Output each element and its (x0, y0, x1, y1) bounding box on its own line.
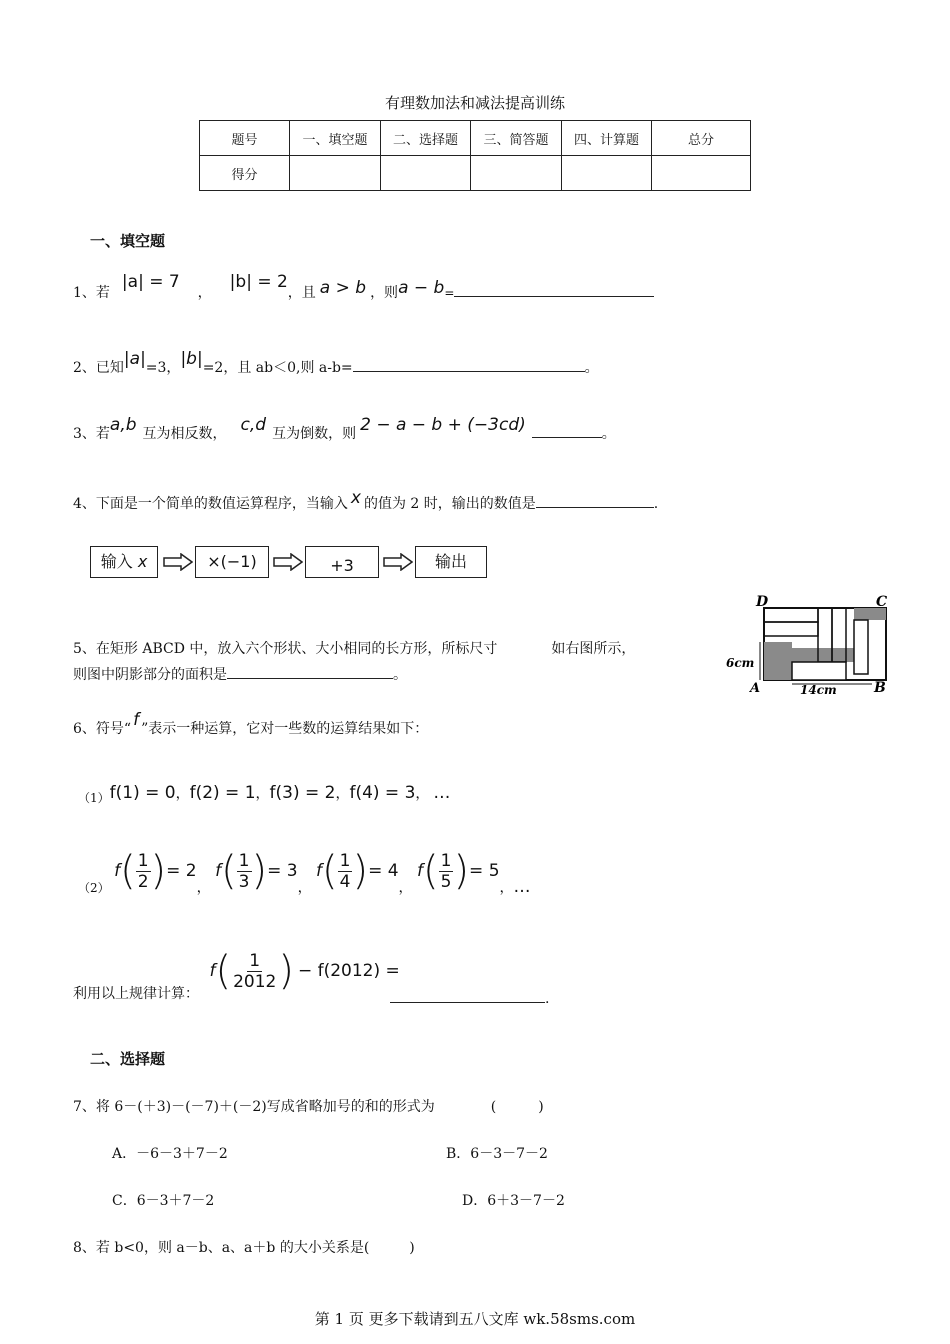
q3-answer-blank[interactable] (532, 423, 602, 438)
q6-2-f: f (215, 861, 222, 881)
q6-3-num: 1 (249, 950, 261, 971)
q6-2-val: = 2 (166, 861, 197, 881)
q3-formula-cd: c,d (240, 415, 267, 435)
q6-3-rest: − f(2012) = (297, 961, 400, 981)
q6-3-den: 2012 (233, 971, 277, 992)
q6-3-f: f (209, 961, 216, 981)
flow-box-output: 输出 (415, 546, 487, 578)
question-7 (73, 1096, 544, 1116)
q6-2-ellipsis: … (513, 877, 531, 897)
q1-formula-abs-b: |b| = 2 (229, 272, 288, 292)
q5-line-2: 则图中阴影部分的面积是 (73, 667, 227, 683)
q1-eq: = (444, 286, 455, 300)
question-6-part-2: （2） f( $\frac{1}{2}$ )= 2， f( $\frac{1}{3}$ )= 3， f( $\frac{1}{4}$ )= 4， f( $\frac{1}{5}$ )= 5，… (78, 848, 531, 897)
question-4 (73, 488, 659, 513)
q1-formula-a-gt-b: a > b (319, 278, 367, 298)
flow-box-input (90, 546, 158, 578)
figure-label-c: C (876, 594, 888, 610)
q1-sep: ， (197, 285, 212, 301)
question-8 (73, 1237, 415, 1257)
header-cell: 二、选择题 (381, 121, 471, 156)
q6-2-val: = 5 (469, 861, 500, 881)
q6-1-label: （1） (78, 791, 110, 805)
question-6-part-3: 利用以上规律计算： f( $\frac{1}{2012}$ ) − f(2012) = (73, 948, 400, 1002)
q3-text-1: 互为相反数， (142, 426, 227, 442)
header-cell: 四、计算题 (562, 121, 652, 156)
q6-2-val: = 3 (267, 861, 298, 881)
score-table-score-row (200, 156, 751, 191)
header-cell: 三、简答题 (471, 121, 562, 156)
q2-text-1: =3， (145, 360, 181, 376)
q6-3-answer-blank[interactable] (390, 988, 545, 1003)
section-heading-fill-in: 一、填空题 (90, 232, 166, 250)
q6-1-ellipsis: … (433, 783, 451, 803)
header-cell: 总分 (652, 121, 751, 156)
q4-end: . (653, 496, 659, 512)
q6-2-den: 4 (339, 871, 351, 892)
score-input-cell[interactable] (471, 156, 562, 191)
arrow-right-icon (273, 553, 303, 571)
q4-text: 4、下面是一个简单的数值运算程序，当输入 (73, 496, 348, 512)
q8-paren-end: ) (409, 1240, 415, 1256)
q7-option-d[interactable]: D．6＋3－7－2 (462, 1193, 565, 1209)
q2-prefix: 2、已知 (73, 360, 124, 376)
q6-1-item: f(2) = 1 (189, 783, 256, 803)
q6-1-item: f(3) = 2 (269, 783, 336, 803)
q6-2-label: （2） (78, 881, 110, 895)
row-label-cell: 得分 (200, 156, 290, 191)
question-2 (73, 349, 599, 377)
q4-text-2: 的值为 2 时，输出的数值是 (363, 496, 536, 512)
q6-2-f: f (316, 861, 323, 881)
q2-text-2: =2，且 ab＜0,则 a-b= (202, 360, 353, 376)
q1-formula-abs-a: |a| = 7 (121, 272, 180, 292)
arrow-right-icon (163, 553, 193, 571)
q6-1-item: f(4) = 3 (349, 783, 416, 803)
q6-1-item: f(1) = 0 (109, 783, 176, 803)
score-input-cell[interactable] (290, 156, 381, 191)
flow-box-input-label: 输入 (100, 552, 133, 571)
q6-2-num: 1 (440, 850, 452, 871)
question-1 (73, 272, 654, 302)
q6-2-f: f (417, 861, 423, 881)
flow-box-add: +3 (305, 546, 379, 578)
arrow-right-icon (383, 553, 413, 571)
q7-option-c[interactable]: C．6－3＋7－2 (112, 1193, 215, 1209)
flow-box-input-var: x (137, 552, 148, 571)
q2-answer-blank[interactable] (353, 357, 585, 372)
score-input-cell[interactable] (652, 156, 751, 191)
figure-label-height: 6cm (726, 656, 755, 670)
q6-2-num: 1 (137, 850, 149, 871)
page-title: 有理数加法和减法提高训练 (384, 94, 565, 112)
q1-formula-a-minus-b: a − b (398, 278, 445, 298)
q6-2-num: 1 (238, 850, 250, 871)
header-cell: 一、填空题 (290, 121, 381, 156)
q6-3-end: . (545, 991, 550, 1007)
score-table-header-row (200, 121, 751, 156)
question-5-line-1 (73, 638, 635, 658)
figure-label-d: D (756, 594, 769, 610)
q7-text: 7、将 6－(＋3)－(－7)＋(－2)写成省略加号的和的形式为 (73, 1099, 435, 1115)
header-cell: 题号 (200, 121, 290, 156)
q3-formula-ab: a,b (109, 415, 137, 435)
q6-text-2: ”表示一种运算，它对一些数的运算结果如下： (141, 721, 429, 737)
q4-answer-blank[interactable] (536, 493, 654, 508)
q6-symbol-f: f (133, 710, 140, 730)
q6-3-text: 利用以上规律计算： (73, 986, 199, 1002)
figure-label-b: B (874, 680, 886, 696)
q2-formula-abs-b: |b| (180, 349, 203, 369)
q8-text: 8、若 b<0，则 a－b、a、a＋b 的大小关系是( (73, 1240, 370, 1256)
question-5-line-2 (73, 664, 407, 684)
q6-3-answer-line (390, 988, 549, 1007)
q6-2-den: 2 (137, 871, 149, 892)
q3-text-2: 互为倒数，则 (272, 426, 357, 442)
question-6 (73, 710, 429, 738)
q3-end: 。 (601, 426, 616, 442)
q7-answer-paren[interactable]: ( ) (490, 1099, 544, 1115)
q3-formula-expression: 2 − a − b + (−3cd) (360, 415, 526, 435)
q5-line-1b: 如右图所示， (551, 641, 636, 657)
q1-then: ，则 (370, 285, 399, 301)
question-3 (73, 415, 616, 443)
q5-line-1a: 5、在矩形 ABCD 中，放入六个形状、大小相同的长方形，所标尺寸 (73, 641, 498, 657)
q6-2-num: 1 (339, 850, 351, 871)
q6-2-den: 3 (238, 871, 250, 892)
q2-end: 。 (584, 360, 599, 376)
score-table (199, 120, 751, 191)
q6-text: 6、符号“ (73, 721, 132, 737)
score-input-cell[interactable] (381, 156, 471, 191)
page-footer: 第 1 页 更多下载请到五八文库 wk.58sms.com (314, 1310, 636, 1328)
figure-label-width: 14cm (800, 683, 837, 696)
q1-answer-blank[interactable] (454, 282, 654, 297)
q6-2-f: f (114, 861, 121, 881)
q5-answer-blank[interactable] (227, 664, 393, 679)
q6-2-val: = 4 (368, 861, 399, 881)
q3-prefix: 3、若 (73, 426, 110, 442)
q2-formula-abs-a: |a| (123, 349, 146, 369)
q6-2-den: 5 (440, 871, 452, 892)
q1-prefix: 1、若 (73, 285, 110, 301)
score-input-cell[interactable] (562, 156, 652, 191)
q7-option-a[interactable]: A．－6－3＋7－2 (112, 1146, 228, 1162)
q5-end: 。 (393, 667, 407, 683)
q7-option-b[interactable]: B．6－3－7－2 (446, 1146, 548, 1162)
q1-mid: ，且 (287, 285, 316, 301)
figure-label-a: A (750, 681, 761, 696)
section-heading-multiple-choice: 二、选择题 (90, 1050, 166, 1068)
flow-box-multiply: ×(−1) (195, 546, 269, 578)
q4-var-x: x (350, 488, 361, 508)
rectangle-figure (724, 590, 894, 696)
question-6-part-1: （1）f(1) = 0，f(2) = 1，f(3) = 2，f(4) = 3， … (78, 783, 451, 805)
